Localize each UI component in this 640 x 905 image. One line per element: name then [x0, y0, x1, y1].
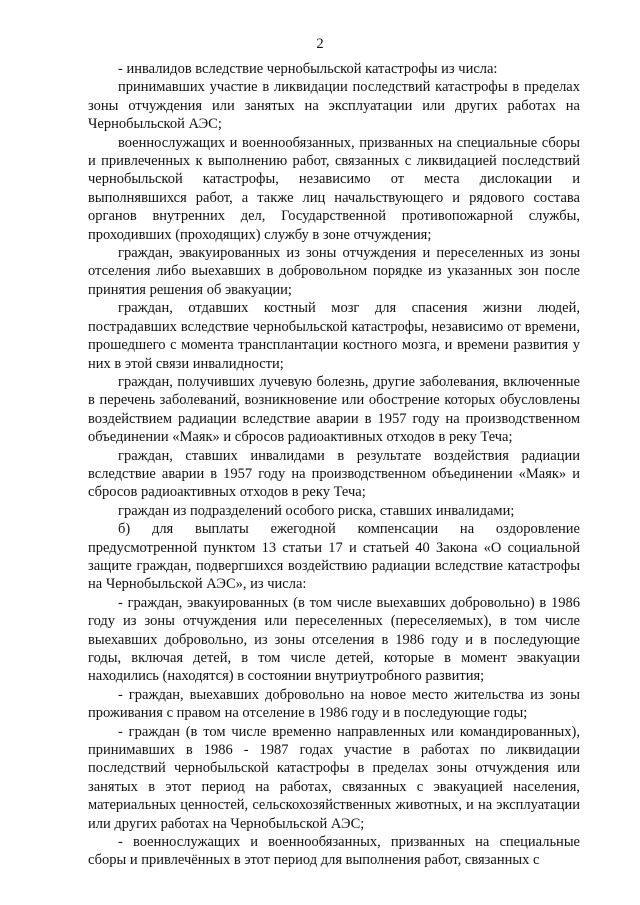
paragraph: - инвалидов вследствие чернобыльской катастрофы из числа:: [118, 61, 498, 77]
paragraph: - граждан, выехавших добровольно на новое место жительства из зоны проживания с правом на отселение в 1986 году и в последующие годы;: [88, 686, 580, 722]
paragraph: граждан, получивших лучевую болезнь, другие заболевания, включенные в перечень заболеваний, возникновение или обострение которых обусловлены воздействием радиации вследствие аварии в 1957 году на производственном объединении «Маяк» и сбросов радиоактивных отходов в реку Теча;: [88, 373, 580, 446]
document-body: [88, 60, 580, 870]
paragraph: - граждан, эвакуированных (в том числе выехавших добровольно) в 1986 году из зоны отчуждения или переселенных (переселяемых), в том числе выехавших добровольно, из зоны отселения в 1986 году и в последующие годы, включая детей, в том числе детей, которые в момент эвакуации находились (находятся) в состоянии внутриутробного развития;: [88, 594, 580, 685]
paragraph: - военнослужащих и военнообязанных, призванных на специальные сборы и привлечённых в этот период для выполнения работ, связанных с: [88, 834, 580, 869]
paragraph: граждан, ставших инвалидами в результате воздействия радиации вследствие аварии в 1957 году на производственном объединении «Маяк» и сбросов радиоактивных отходов в реку Теча;: [88, 447, 580, 501]
paragraph: граждан, эвакуированных из зоны отчуждения и переселенных из зоны отселения либо выехавших в добровольном порядке из указанных зон после принятия решения об эвакуации;: [88, 245, 580, 298]
paragraph: граждан из подразделений особого риска, ставших инвалидами;: [118, 502, 515, 519]
page-number: 2: [316, 36, 324, 52]
paragraph: - граждан (в том числе временно направленных или командированных), принимавших в 1986 - 1987 годах участие в работах по ликвидации последствий чернобыльской катастрофы в пределах зоны отчуждения или занятых в этот период на работах, связанных с эвакуацией населения, материальных ценностей, сельскохозяйственных животных, и на эксплуатации или других работах на Чернобыльской АЭС;: [88, 723, 580, 832]
paragraph: принимавших участие в ликвидации последствий катастрофы в пределах зоны отчуждения или занятых на эксплуатации или других работах на Чернобыльской АЭС;: [88, 79, 580, 133]
paragraph: граждан, отдавших костный мозг для спасения жизни людей, пострадавших вследствие чернобыльской катастрофы, независимо от времени, прошедшего с момента трансплантации костного мозга, и времени развития у них в этой связи инвалидности;: [88, 300, 580, 372]
paragraph: военнослужащих и военнообязанных, призванных на специальные сборы и привлеченных к выполнению работ, связанных с ликвидацией последствий чернобыльской катастрофы, независимо от места дислокации и выполнявшихся работ, а также лиц начальствующего и рядового состава органов внутренних дел, Государственной противопожарной службы, проходивших (проходящих) службу в зоне отчуждения;: [88, 134, 580, 243]
paragraph: б) для выплаты ежегодной компенсации на оздоровление предусмотренной пунктом 13 статьи 17 и статьей 40 Закона «О социальной защите граждан, подвергшихся воздействию радиации вследствие катастрофы на Чернобыльской АЭС», из числа:: [88, 521, 580, 593]
